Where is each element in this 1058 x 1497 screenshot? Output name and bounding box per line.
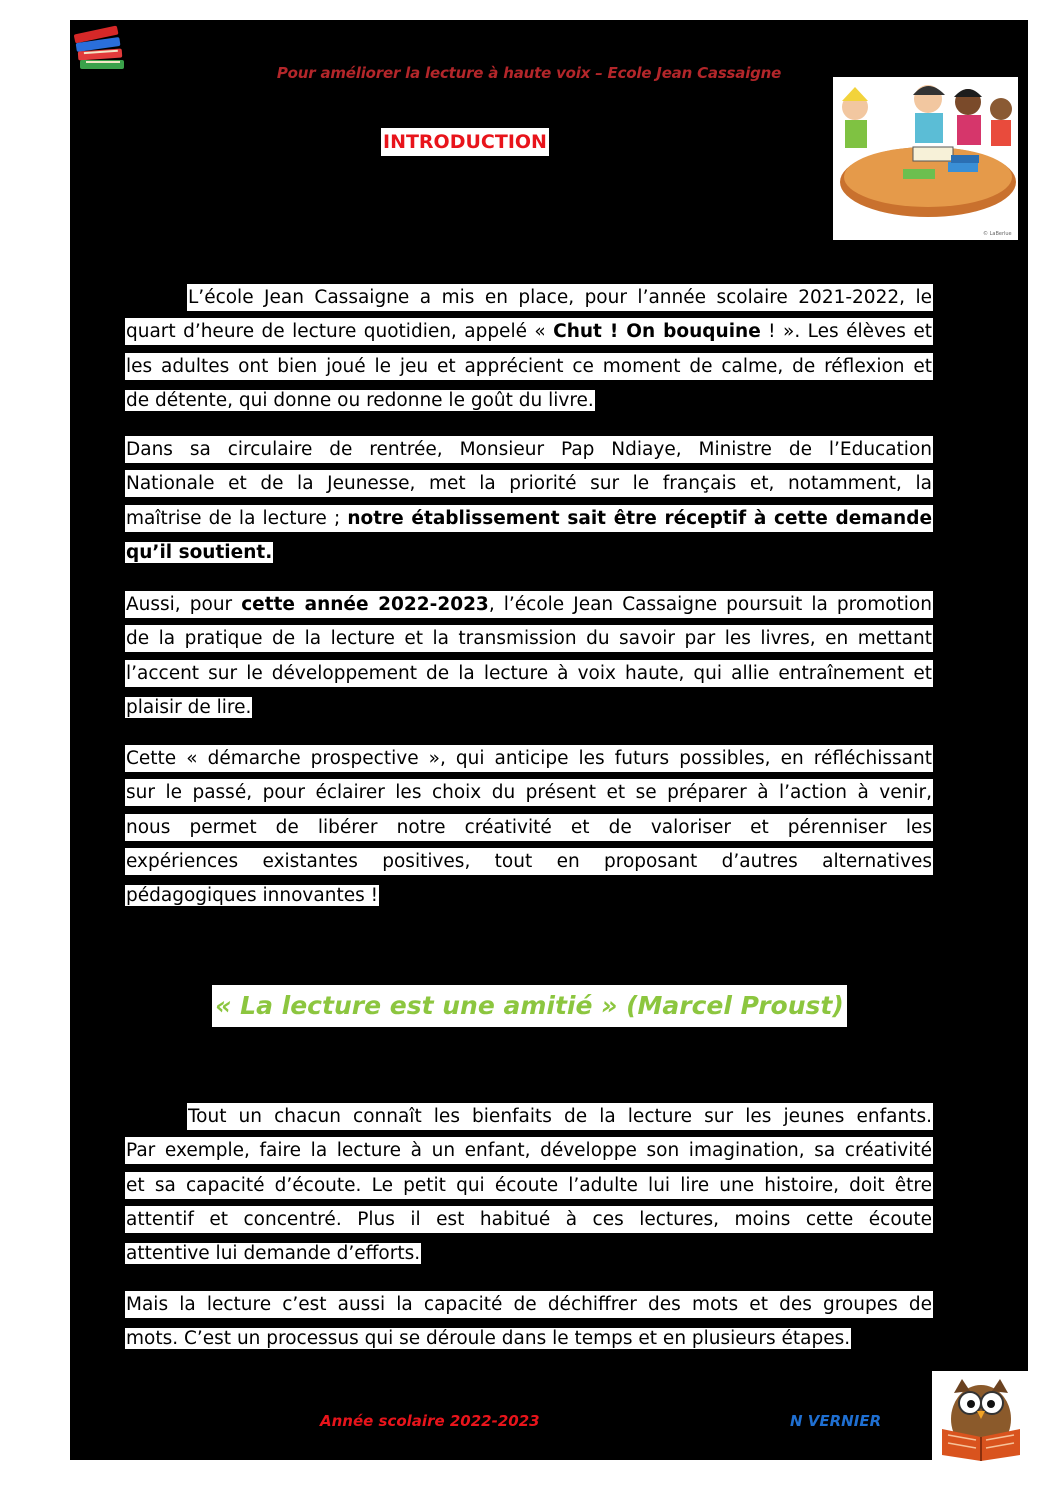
text-line: les adultes ont bien joué le jeu et apprécient ce moment de calme, de réflexion et [125,353,933,380]
quote-heading: « La lecture est une amitié » (Marcel Proust) [212,985,847,1027]
text-line: Par exemple, faire la lecture à un enfant, développe son imagination, sa créativité [125,1137,933,1164]
paragraph-3 [125,591,933,728]
svg-text:© LaBerlue: © LaBerlue [983,231,1012,237]
text-line: nous permet de libérer notre créativité et de valoriser et pérenniser les [125,814,933,841]
text-line: Tout un chacun connaît les bienfaits de la lecture sur les jeunes enfants. [125,1103,933,1130]
text-line: L’école Jean Cassaigne a mis en place, pour l’année scolaire 2021-2022, le [125,284,933,311]
text-line: l’accent sur le développement de la lecture à voix haute, qui allie entraînement et [125,660,933,687]
owl-reading-book-icon [932,1371,1030,1463]
text-line: Mais la lecture c’est aussi la capacité de déchiffrer des mots et des groupes de [125,1291,933,1318]
text-line: maîtrise de la lecture ; notre établissement sait être réceptif à cette demande [125,505,933,532]
text-line: attentif et concentré. Plus il est habitué à ces lectures, moins cette écoute [125,1206,933,1233]
section-heading: INTRODUCTION [381,128,549,156]
paragraph-6 [125,1291,933,1360]
text-line: Nationale et de la Jeunesse, met la priorité sur le français et, notamment, la [125,470,933,497]
paragraph-5 [125,1103,933,1274]
text-line: Aussi, pour cette année 2022-2023, l’école Jean Cassaigne poursuit la promotion [125,591,933,618]
footer-author: N VERNIER [790,1412,882,1430]
text-line: mots. C’est un processus qui se déroule dans le temps et en plusieurs étapes. [126,1328,851,1350]
text-line: Dans sa circulaire de rentrée, Monsieur Pap Ndiaye, Ministre de l’Education [125,436,933,463]
text-line: qu’il soutient. [126,541,273,563]
text-line: Cette « démarche prospective », qui anticipe les futurs possibles, en réfléchissant [125,745,933,772]
text-line: de détente, qui donne ou redonne le goût du livre. [126,389,594,411]
text-line: sur le passé, pour éclairer les choix du présent et se préparer à l’action à venir, [125,779,933,806]
paragraph-2 [125,436,933,573]
children-reading-table-illustration [833,77,1018,240]
text-line: attentive lui demande d’efforts. [126,1243,421,1265]
text-line: de la pratique de la lecture et la transmission du savoir par les livres, en mettant [125,625,933,652]
text-line: pédagogiques innovantes ! [126,885,379,907]
text-line: plaisir de lire. [126,696,252,718]
text-line: quart d’heure de lecture quotidien, appelé « Chut ! On bouquine ! ». Les élèves et [125,318,933,345]
text-line: et sa capacité d’écoute. Le petit qui écoute l’adulte lui lire une histoire, doit être [125,1172,933,1199]
header-title: Pour améliorer la lecture à haute voix – Ecole Jean Cassaigne [276,64,782,82]
footer-school-year: Année scolaire 2022-2023 [320,1412,540,1430]
text-line: expériences existantes positives, tout en proposant d’autres alternatives [125,848,933,875]
paragraph-4 [125,745,933,916]
paragraph-1 [125,284,933,421]
